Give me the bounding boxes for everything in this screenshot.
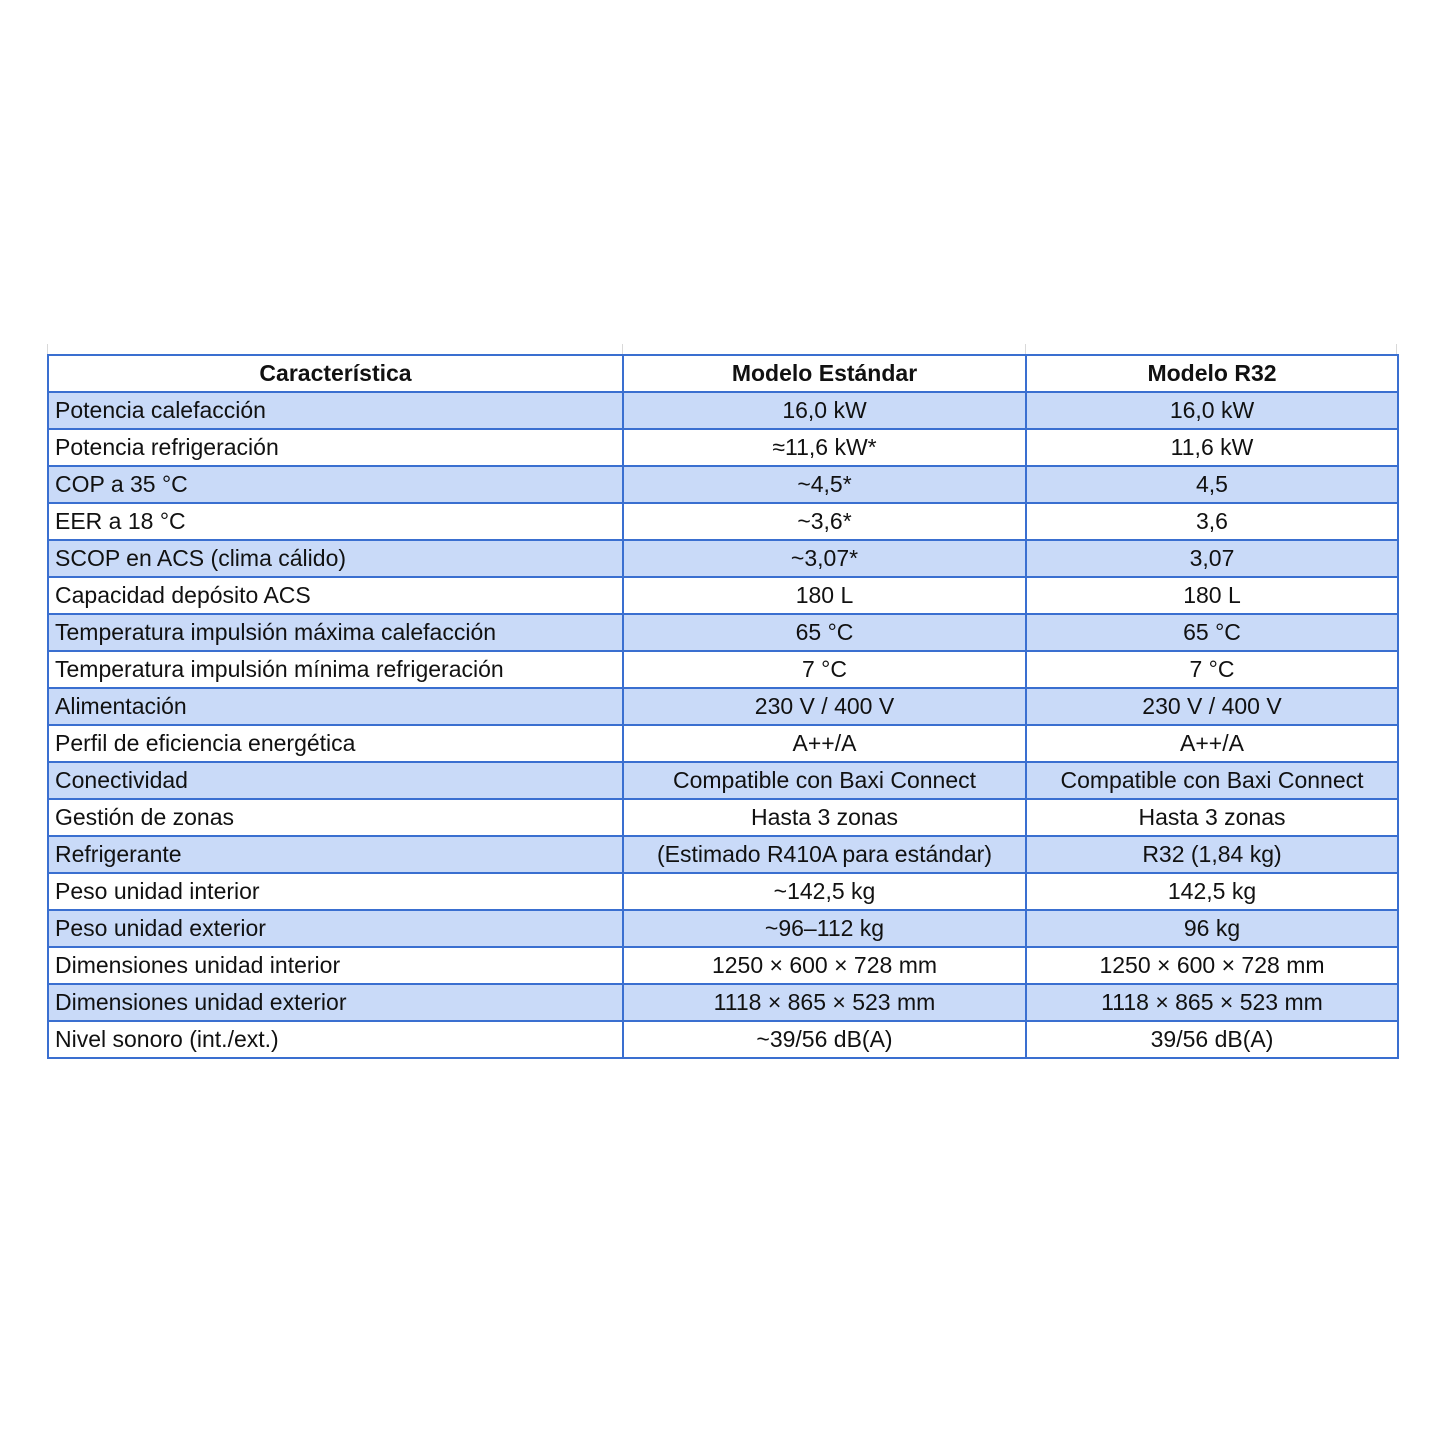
- row-label: EER a 18 °C: [48, 503, 623, 540]
- standard-value: Hasta 3 zonas: [623, 799, 1026, 836]
- standard-value: ~96–112 kg: [623, 910, 1026, 947]
- row-label: Alimentación: [48, 688, 623, 725]
- table-row: [48, 614, 1398, 651]
- r32-value: A++/A: [1026, 725, 1398, 762]
- standard-value: 180 L: [623, 577, 1026, 614]
- standard-value: ~3,6*: [623, 503, 1026, 540]
- r32-value: 1250 × 600 × 728 mm: [1026, 947, 1398, 984]
- header-r32-model: Modelo R32: [1026, 355, 1398, 392]
- column-guide: [1025, 344, 1026, 354]
- standard-value: A++/A: [623, 725, 1026, 762]
- column-guide: [47, 344, 48, 354]
- standard-value: 16,0 kW: [623, 392, 1026, 429]
- r32-value: Hasta 3 zonas: [1026, 799, 1398, 836]
- r32-value: R32 (1,84 kg): [1026, 836, 1398, 873]
- table-row: [48, 577, 1398, 614]
- row-label: Conectividad: [48, 762, 623, 799]
- table-row: [48, 873, 1398, 910]
- standard-value: 230 V / 400 V: [623, 688, 1026, 725]
- table-row: [48, 429, 1398, 466]
- standard-value: Compatible con Baxi Connect: [623, 762, 1026, 799]
- r32-value: 1118 × 865 × 523 mm: [1026, 984, 1398, 1021]
- header-characteristic: Característica: [48, 355, 623, 392]
- r32-value: 7 °C: [1026, 651, 1398, 688]
- standard-value: 7 °C: [623, 651, 1026, 688]
- table-row: [48, 503, 1398, 540]
- r32-value: Compatible con Baxi Connect: [1026, 762, 1398, 799]
- standard-value: 65 °C: [623, 614, 1026, 651]
- row-label: Potencia refrigeración: [48, 429, 623, 466]
- row-label: Temperatura impulsión máxima calefacción: [48, 614, 623, 651]
- row-label: COP a 35 °C: [48, 466, 623, 503]
- table-row: [48, 725, 1398, 762]
- table-row: [48, 947, 1398, 984]
- table-row: [48, 1021, 1398, 1058]
- table-row: [48, 688, 1398, 725]
- row-label: Dimensiones unidad exterior: [48, 984, 623, 1021]
- standard-value: ~142,5 kg: [623, 873, 1026, 910]
- standard-value: ~3,07*: [623, 540, 1026, 577]
- r32-value: 39/56 dB(A): [1026, 1021, 1398, 1058]
- r32-value: 4,5: [1026, 466, 1398, 503]
- table-row: [48, 984, 1398, 1021]
- row-label: Perfil de eficiencia energética: [48, 725, 623, 762]
- row-label: Peso unidad exterior: [48, 910, 623, 947]
- row-label: Dimensiones unidad interior: [48, 947, 623, 984]
- standard-value: ~4,5*: [623, 466, 1026, 503]
- standard-value: (Estimado R410A para estándar): [623, 836, 1026, 873]
- spreadsheet-column-guides: [47, 344, 1397, 354]
- r32-value: 142,5 kg: [1026, 873, 1398, 910]
- table-row: [48, 651, 1398, 688]
- standard-value: ~39/56 dB(A): [623, 1021, 1026, 1058]
- header-row: [48, 355, 1398, 392]
- column-guide: [1396, 344, 1397, 354]
- row-label: Peso unidad interior: [48, 873, 623, 910]
- r32-value: 230 V / 400 V: [1026, 688, 1398, 725]
- row-label: SCOP en ACS (clima cálido): [48, 540, 623, 577]
- table-row: [48, 762, 1398, 799]
- table-row: [48, 799, 1398, 836]
- r32-value: 3,6: [1026, 503, 1398, 540]
- row-label: Temperatura impulsión mínima refrigeración: [48, 651, 623, 688]
- standard-value: 1250 × 600 × 728 mm: [623, 947, 1026, 984]
- comparison-table: [47, 354, 1399, 1059]
- r32-value: 65 °C: [1026, 614, 1398, 651]
- r32-value: 16,0 kW: [1026, 392, 1398, 429]
- row-label: Potencia calefacción: [48, 392, 623, 429]
- table-row: [48, 392, 1398, 429]
- column-guide: [622, 344, 623, 354]
- row-label: Nivel sonoro (int./ext.): [48, 1021, 623, 1058]
- header-standard-model: Modelo Estándar: [623, 355, 1026, 392]
- table-row: [48, 910, 1398, 947]
- row-label: Refrigerante: [48, 836, 623, 873]
- r32-value: 3,07: [1026, 540, 1398, 577]
- r32-value: 11,6 kW: [1026, 429, 1398, 466]
- r32-value: 96 kg: [1026, 910, 1398, 947]
- standard-value: 1118 × 865 × 523 mm: [623, 984, 1026, 1021]
- table-row: [48, 836, 1398, 873]
- row-label: Gestión de zonas: [48, 799, 623, 836]
- standard-value: ≈11,6 kW*: [623, 429, 1026, 466]
- table-row: [48, 540, 1398, 577]
- r32-value: 180 L: [1026, 577, 1398, 614]
- table-row: [48, 466, 1398, 503]
- row-label: Capacidad depósito ACS: [48, 577, 623, 614]
